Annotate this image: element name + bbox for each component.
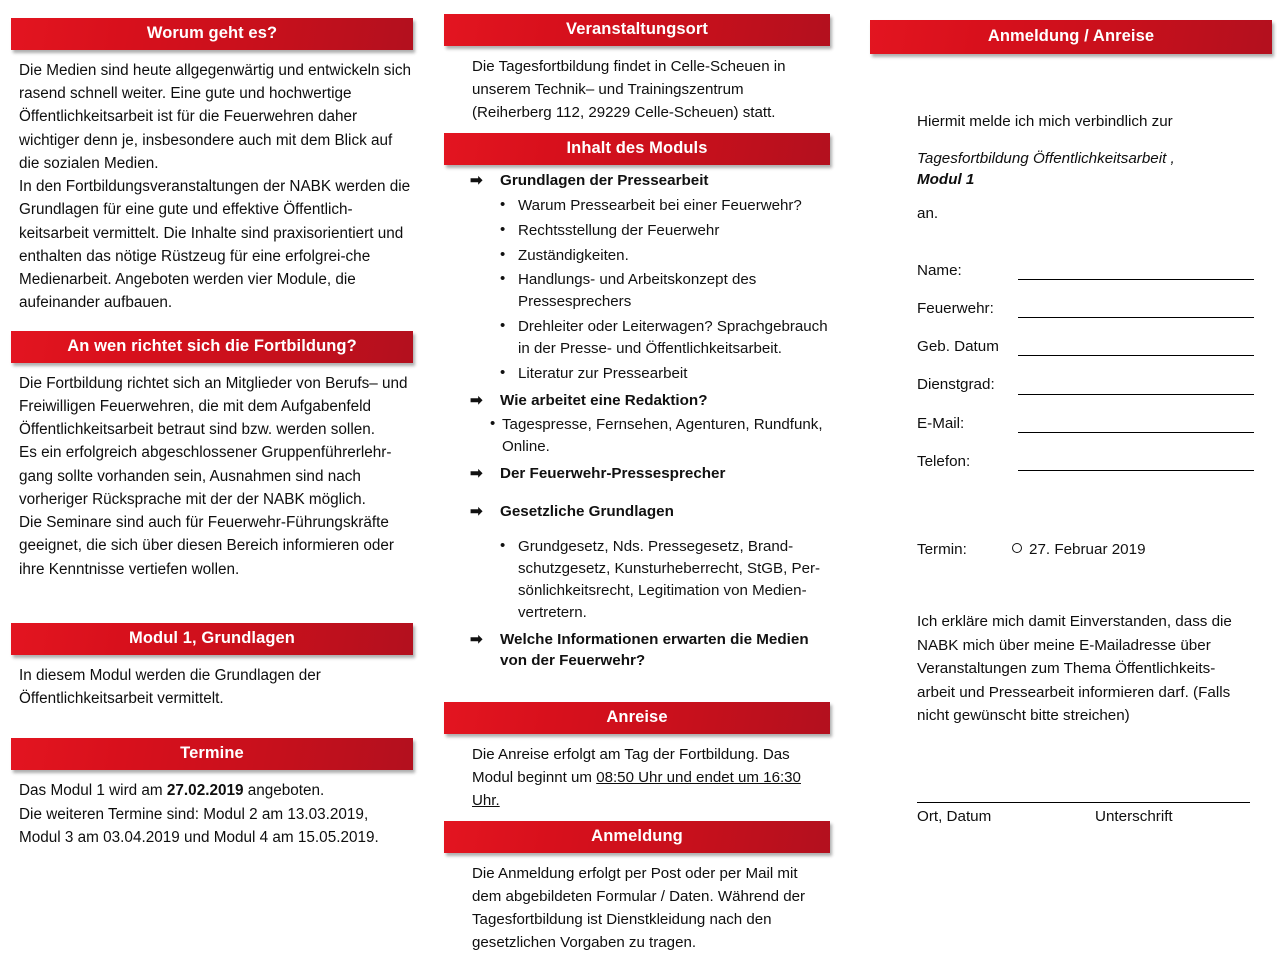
- audience-paragraph-3: Die Seminare sind auch für Feuerwehr-Führungskräfte geeignet, die sich über diesen Bereich informieren oder ihre Kenntnisse vertiefen wollen.: [19, 514, 394, 578]
- list-item: • Tagespresse, Fernsehen, Agenturen, Rundfunk, Online.: [490, 415, 823, 456]
- registration-intro-suffix: an.: [917, 205, 939, 223]
- section-header-worum-geht-es: Worum geht es?: [11, 18, 413, 50]
- module-paragraph: In diesem Modul werden die Grundlagen der Öffentlichkeitsarbeit vermittelt.: [19, 666, 321, 708]
- content-sub-list: [468, 195, 830, 385]
- form-row-email: [917, 415, 1254, 433]
- form-label-dienstgrad: Dienstgrad:: [917, 376, 995, 394]
- chevron-right-icon: ➡: [470, 502, 483, 520]
- venue-paragraph: Die Tagesfortbildung findet in Celle-Scheuen in unserem Technik– und Trainingszentrum (Reiherberg 112, 29229 Celle-Scheuen) statt.: [472, 57, 786, 122]
- termin-option[interactable]: 27. Februar 2019: [1012, 541, 1146, 558]
- dates-line-1-prefix: Das Modul 1 wird am: [19, 782, 167, 800]
- section-header-inhalt-des-moduls: Inhalt des Moduls: [444, 133, 830, 165]
- list-item: • Zuständigkeiten.: [500, 245, 629, 264]
- form-row-telefon: [917, 453, 1254, 471]
- bullet-dot-icon: •: [500, 317, 506, 335]
- registration-form: [870, 262, 1272, 471]
- column-right: [860, 0, 1277, 899]
- form-label-telefon: Telefon:: [917, 452, 971, 470]
- section-header-anmeldung: Anmeldung: [444, 821, 830, 853]
- list-item: • Warum Pressearbeit bei einer Feuerwehr?: [500, 195, 802, 214]
- bullet-dot-icon: •: [500, 245, 506, 263]
- bullet-dot-icon: •: [490, 415, 496, 433]
- list-item: • Drehleiter oder Leiterwagen? Sprachgebrauch in der Presse- und Öffentlichkeitsarbeit.: [500, 317, 828, 357]
- content-group-title: ➡ Gesetzliche Grundlagen: [468, 501, 830, 523]
- form-row-name: [917, 262, 1254, 280]
- dates-line-1-suffix: angeboten.: [243, 782, 325, 800]
- form-label-feuerwehr: Feuerwehr:: [917, 299, 994, 317]
- chevron-right-icon: ➡: [470, 391, 483, 409]
- section-header-modul-1-grundlagen: Modul 1, Grundlagen: [11, 623, 413, 655]
- content-group-title: ➡ Wie arbeitet eine Redaktion?: [468, 390, 830, 412]
- termin-row: [870, 541, 1272, 558]
- form-label-name: Name:: [917, 261, 962, 279]
- signature-line[interactable]: [917, 802, 1250, 803]
- dates-line-1-bold-date: 27.02.2019: [166, 782, 244, 800]
- list-item: • Rechtsstellung der Feuerwehr: [500, 220, 720, 239]
- bullet-dot-icon: •: [500, 195, 506, 213]
- registration-paragraph: Die Anmeldung erfolgt per Post oder per Mail mit dem abgebildeten Formular / Daten. Während der Tagesfortbildung ist Dienstkleidung nach den gesetzlichen Vorgaben zu tragen.: [472, 865, 806, 952]
- bullet-dot-icon: •: [500, 363, 506, 381]
- content-sub-list: [468, 536, 830, 624]
- signature-label-ort-datum: Ort, Datum: [917, 807, 992, 825]
- form-label-geburtsdatum: Geb. Datum: [917, 338, 999, 356]
- telefon-input-line[interactable]: [1018, 455, 1254, 471]
- consent-text: Ich erkläre mich damit Einverstanden, dass die NABK mich über meine E-Mailadresse über Veranstaltungen zum Thema Öffentlichkeits-arbeit und Pressearbeit informieren darf. (Falls nicht gewünscht bitte streichen): [917, 613, 1232, 725]
- chevron-right-icon: ➡: [470, 465, 483, 483]
- name-input-line[interactable]: [1018, 264, 1254, 280]
- form-row-geburtsdatum: [917, 338, 1254, 356]
- feuerwehr-input-line[interactable]: [1018, 302, 1254, 318]
- bullet-dot-icon: •: [500, 537, 506, 555]
- about-paragraph-2: In den Fortbildungsveranstaltungen der NABK werden die Grundlagen für eine gute und effektive Öffentlich-keitsarbeit vermittelt. Die Inhalte sind praxisorientiert und enthalten das nötige Rüstzeug für eine erfolgrei-che Medienarbeit. Angeboten werden vier Module, die aufeinander aufbauen.: [19, 178, 411, 312]
- course-title: Tagesfortbildung Öffentlichkeitsarbeit ,: [917, 149, 1175, 167]
- column-left: [0, 0, 435, 899]
- section-header-anreise: Anreise: [444, 702, 830, 734]
- module-content-list: [444, 170, 830, 672]
- section-header-termine: Termine: [11, 738, 413, 770]
- bullet-dot-icon: •: [500, 220, 506, 238]
- form-row-feuerwehr: [917, 300, 1254, 318]
- audience-paragraph-1: Die Fortbildung richtet sich an Mitglieder von Berufs– und Freiwilligen Feuerwehren, die mit dem Aufgabenfeld Öffentlichkeitsarbeit betraut sind bzw. werden sollen.: [19, 374, 408, 439]
- radio-circle-icon[interactable]: [1012, 543, 1022, 553]
- signature-block: [870, 802, 1272, 825]
- course-module: Modul 1: [917, 170, 975, 188]
- content-group-title: ➡ Der Feuerwehr-Pressesprecher: [468, 463, 830, 485]
- termin-label: Termin:: [917, 541, 967, 559]
- arrival-text-plain: Die Anreise erfolgt am Tag der Fortbildung. Das Modul beginnt um: [472, 745, 790, 786]
- chevron-right-icon: ➡: [470, 172, 483, 190]
- column-middle: [435, 0, 860, 952]
- content-group-title: ➡ Grundlagen der Pressearbeit: [468, 170, 830, 192]
- dates-line-2: Die weiteren Termine sind: Modul 2 am 13.03.2019, Modul 3 am 03.04.2019 und Modul 4 am 15.05.2019.: [19, 805, 379, 846]
- chevron-right-icon: ➡: [470, 630, 483, 648]
- dienstgrad-input-line[interactable]: [1018, 379, 1254, 395]
- about-paragraph-1: Die Medien sind heute allgegenwärtig und entwickeln sich rasend schnell weiter. Eine gute und hochwertige Öffentlichkeitsarbeit ist für die Feuerwehren daher wichtiger denn je, insbesondere auch mit dem Blick auf die sozialen Medien.: [19, 61, 412, 172]
- list-item: • Grundgesetz, Nds. Pressegesetz, Brand-schutzgesetz, Kunsturheberrecht, StGB, Per-sönlichkeitsrecht, Legitimation von Medien-vertretern.: [500, 537, 821, 621]
- arrival-paragraph: [444, 743, 830, 812]
- section-header-anmeldung-anreise: Anmeldung / Anreise: [870, 20, 1272, 54]
- dates-line-1: [11, 779, 413, 802]
- registration-intro: Hiermit melde ich mich verbindlich zur: [917, 112, 1173, 130]
- bullet-dot-icon: •: [500, 270, 506, 288]
- form-label-email: E-Mail:: [917, 414, 965, 432]
- audience-paragraph-2: Es ein erfolgreich abgeschlossener Gruppenführerlehr-gang sollte vorhanden sein, Ausnahmen sind nach vorheriger Rücksprache mit der der NABK möglich.: [19, 444, 392, 508]
- content-sub-list: [468, 414, 830, 458]
- geburtsdatum-input-line[interactable]: [1018, 340, 1254, 356]
- email-input-line[interactable]: [1018, 417, 1254, 433]
- section-header-an-wen-richtet-sich: An wen richtet sich die Fortbildung?: [11, 331, 413, 363]
- signature-label-unterschrift: Unterschrift: [1095, 807, 1173, 825]
- content-group-title: ➡ Welche Informationen erwarten die Medien von der Feuerwehr?: [470, 630, 809, 670]
- list-item: • Handlungs- und Arbeitskonzept des Pressesprechers: [500, 270, 757, 311]
- section-header-veranstaltungsort: Veranstaltungsort: [444, 14, 830, 46]
- form-row-dienstgrad: [917, 376, 1254, 394]
- arrival-text-underlined: 08:50 Uhr und endet um 16:30 Uhr.: [472, 768, 801, 810]
- list-item: • Literatur zur Pressearbeit: [500, 363, 688, 382]
- signature-labels: [917, 808, 1250, 825]
